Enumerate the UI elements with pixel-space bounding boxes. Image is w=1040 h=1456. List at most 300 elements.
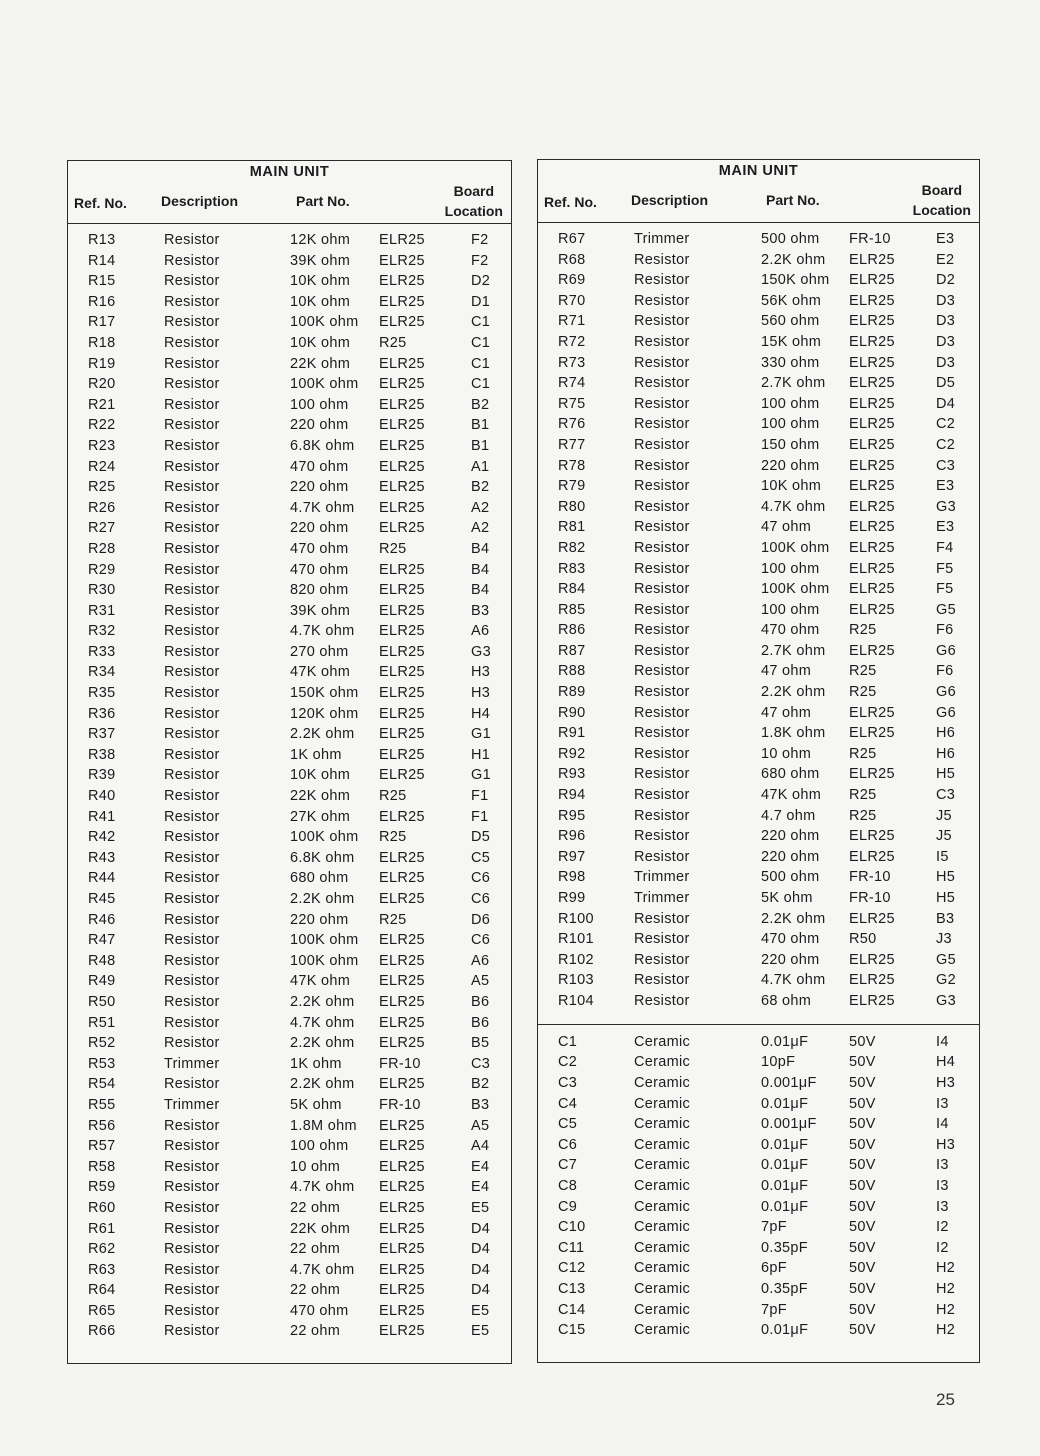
cell-board-location: I5 (936, 848, 949, 865)
table-row (538, 519, 979, 540)
table-row (538, 458, 979, 479)
cell-ref-no: R74 (558, 375, 586, 392)
cell-rating: FR-10 (849, 890, 891, 906)
cell-board-location: H3 (471, 685, 491, 702)
cell-part-no: 2.2K ohm (761, 684, 826, 701)
cell-board-location: G3 (936, 992, 956, 1009)
cell-rating: R50 (849, 931, 877, 948)
cell-rating: 50V (849, 1033, 876, 1050)
cell-description: Resistor (164, 1179, 220, 1196)
cell-part-no: 2.2K ohm (761, 910, 826, 927)
cell-board-location: D4 (936, 395, 956, 412)
cell-ref-no: R99 (558, 890, 586, 906)
table-row (68, 479, 511, 500)
cell-description: Ceramic (634, 1074, 691, 1091)
cell-part-no: 0.35pF (761, 1280, 808, 1297)
table-row (68, 582, 511, 603)
table-row (68, 541, 511, 562)
cell-part-no: 0.001μF (761, 1074, 817, 1091)
table-row (538, 561, 979, 582)
section-divider (538, 1024, 979, 1025)
cell-description: Resistor (164, 232, 220, 248)
cell-description: Resistor (634, 354, 690, 371)
cell-part-no: 1.8M ohm (290, 1117, 357, 1134)
cell-part-no: 680 ohm (761, 766, 820, 783)
cell-part-no: 4.7K ohm (290, 623, 355, 640)
cell-board-location: A2 (471, 499, 490, 516)
cell-description: Resistor (164, 1014, 220, 1031)
cell-part-no: 10 ohm (290, 1158, 341, 1175)
cell-board-location: D3 (936, 313, 956, 330)
cell-ref-no: R48 (88, 952, 116, 969)
cell-board-location: G2 (936, 972, 956, 989)
cell-rating: R25 (849, 807, 877, 824)
cell-board-location: C5 (471, 849, 491, 866)
cell-rating: ELR25 (379, 1199, 425, 1216)
cell-rating: 50V (849, 1054, 876, 1071)
table-row (538, 1137, 979, 1158)
cell-description: Trimmer (634, 869, 690, 886)
header-board-line1: Board (921, 182, 963, 198)
cell-description: Ceramic (634, 1322, 691, 1339)
cell-description: Resistor (634, 931, 690, 948)
cell-description: Resistor (634, 498, 690, 515)
cell-description: Resistor (164, 829, 220, 846)
cell-rating: ELR25 (849, 601, 895, 618)
cell-part-no: 0.01μF (761, 1198, 809, 1215)
cell-description: Resistor (634, 704, 690, 721)
table-row (68, 1118, 511, 1139)
table-row (68, 870, 511, 891)
cell-board-location: H3 (471, 664, 491, 681)
cell-ref-no: R31 (88, 602, 116, 619)
cell-description: Resistor (634, 972, 690, 989)
table-row (538, 231, 979, 252)
cell-ref-no: R63 (88, 1261, 116, 1278)
table-row (68, 1282, 511, 1303)
cell-ref-no: R93 (558, 766, 586, 783)
cell-rating: ELR25 (379, 870, 425, 887)
cell-ref-no: R101 (558, 931, 594, 948)
cell-part-no: 500 ohm (761, 231, 820, 247)
cell-description: Resistor (164, 520, 220, 537)
cell-part-no: 5K ohm (290, 1096, 342, 1113)
cell-rating: R25 (849, 745, 877, 762)
cell-description: Resistor (634, 581, 690, 598)
cell-board-location: D3 (936, 333, 956, 350)
cell-board-location: H3 (936, 1074, 956, 1091)
table-row (68, 520, 511, 541)
cell-description: Resistor (164, 911, 220, 928)
cell-rating: 50V (849, 1239, 876, 1256)
cell-ref-no: R56 (88, 1117, 116, 1134)
cell-part-no: 10pF (761, 1054, 796, 1071)
cell-description: Resistor (164, 726, 220, 743)
table-row (68, 1179, 511, 1200)
table-row (538, 1034, 979, 1055)
cell-description: Ceramic (634, 1054, 691, 1071)
cell-ref-no: C11 (558, 1239, 585, 1256)
cell-description: Trimmer (164, 1055, 220, 1072)
cell-board-location: I2 (936, 1219, 949, 1236)
cell-rating: ELR25 (379, 1323, 425, 1340)
cell-rating: ELR25 (379, 664, 425, 681)
cell-rating: ELR25 (379, 808, 425, 825)
cell-rating: R25 (379, 540, 407, 557)
cell-part-no: 2.7K ohm (761, 642, 826, 659)
cell-description: Resistor (164, 540, 220, 557)
cell-board-location: B4 (471, 561, 490, 578)
cell-ref-no: R45 (88, 891, 116, 907)
table-row (538, 1260, 979, 1281)
cell-ref-no: R62 (88, 1241, 116, 1258)
cell-part-no: 1.8K ohm (761, 725, 826, 742)
table-row (68, 829, 511, 850)
cell-rating: ELR25 (849, 395, 895, 412)
cell-part-no: 470 ohm (761, 931, 820, 948)
cell-board-location: I2 (936, 1239, 949, 1256)
table-row (538, 787, 979, 808)
cell-part-no: 47K ohm (761, 787, 822, 804)
cell-board-location: G3 (936, 498, 956, 515)
table-row (68, 273, 511, 294)
cell-rating: ELR25 (379, 685, 425, 702)
cell-rating: ELR25 (379, 458, 425, 475)
cell-part-no: 39K ohm (290, 602, 351, 619)
cell-board-location: I3 (936, 1177, 949, 1194)
cell-ref-no: R81 (558, 519, 586, 536)
table-row (538, 972, 979, 993)
cell-board-location: C1 (471, 376, 491, 393)
cell-description: Resistor (634, 951, 690, 968)
cell-description: Resistor (164, 458, 220, 475)
cell-part-no: 470 ohm (290, 1302, 349, 1319)
cell-board-location: E5 (471, 1302, 490, 1319)
cell-ref-no: R66 (88, 1323, 116, 1340)
cell-ref-no: R33 (88, 643, 116, 660)
cell-ref-no: R27 (88, 520, 116, 537)
table-row (68, 253, 511, 274)
cell-part-no: 0.01μF (761, 1033, 809, 1050)
cell-description: Resistor (164, 293, 220, 310)
cell-description: Ceramic (634, 1280, 691, 1297)
table-row (538, 725, 979, 746)
table-row (538, 396, 979, 417)
header-board-line1: Board (453, 183, 495, 199)
cell-board-location: E2 (936, 251, 955, 268)
cell-rating: ELR25 (849, 581, 895, 598)
cell-part-no: 100 ohm (761, 395, 820, 412)
cell-ref-no: R30 (88, 582, 116, 599)
cell-description: Resistor (634, 560, 690, 577)
cell-rating: ELR25 (379, 1035, 425, 1052)
cell-board-location: C2 (936, 436, 956, 453)
cell-description: Resistor (634, 375, 690, 392)
cell-board-location: C3 (471, 1055, 491, 1072)
table-row (538, 478, 979, 499)
header-board-location (913, 180, 971, 220)
cell-board-location: D4 (471, 1241, 491, 1258)
cell-description: Resistor (164, 1282, 220, 1299)
cell-rating: ELR25 (849, 519, 895, 536)
cell-part-no: 270 ohm (290, 643, 349, 660)
table-row (538, 849, 979, 870)
cell-ref-no: R21 (88, 396, 116, 413)
cell-ref-no: R58 (88, 1158, 116, 1175)
cell-ref-no: R73 (558, 354, 586, 371)
cell-board-location: B2 (471, 396, 490, 413)
table-row (68, 891, 511, 912)
cell-rating: ELR25 (379, 973, 425, 990)
cell-ref-no: R86 (558, 622, 586, 639)
table-row (538, 1157, 979, 1178)
cell-part-no: 560 ohm (761, 313, 820, 330)
cell-board-location: I3 (936, 1157, 949, 1174)
cell-ref-no: R89 (558, 684, 586, 701)
cell-part-no: 4.7K ohm (290, 1014, 355, 1031)
cell-rating: ELR25 (379, 623, 425, 640)
cell-description: Resistor (164, 1220, 220, 1237)
cell-ref-no: R103 (558, 972, 594, 989)
cell-description: Resistor (164, 355, 220, 372)
cell-part-no: 100 ohm (290, 1138, 349, 1155)
cell-board-location: A1 (471, 458, 490, 475)
cell-rating: ELR25 (379, 355, 425, 372)
cell-rating: 50V (849, 1260, 876, 1277)
cell-ref-no: R97 (558, 848, 586, 865)
cell-rating: ELR25 (379, 561, 425, 578)
cell-ref-no: C8 (558, 1177, 578, 1194)
cell-board-location: C6 (471, 870, 491, 887)
cell-ref-no: R82 (558, 539, 586, 556)
table-row (538, 1281, 979, 1302)
cell-rating: ELR25 (849, 416, 895, 433)
cell-part-no: 22 ohm (290, 1199, 341, 1216)
cell-description: Resistor (634, 745, 690, 762)
cell-part-no: 4.7K ohm (290, 1179, 355, 1196)
cell-description: Resistor (164, 788, 220, 805)
cell-rating: 50V (849, 1322, 876, 1339)
cell-description: Ceramic (634, 1136, 691, 1153)
table-row (538, 1240, 979, 1261)
table-row (68, 500, 511, 521)
cell-part-no: 100K ohm (290, 829, 359, 846)
table-row (68, 747, 511, 768)
cell-part-no: 470 ohm (761, 622, 820, 639)
cell-ref-no: R37 (88, 726, 116, 743)
cell-ref-no: C14 (558, 1301, 586, 1318)
cell-ref-no: R28 (88, 540, 116, 557)
cell-ref-no: R88 (558, 663, 586, 680)
cell-rating: ELR25 (379, 767, 425, 784)
cell-rating: ELR25 (379, 499, 425, 516)
cell-board-location: J5 (936, 807, 952, 824)
cell-description: Resistor (164, 1158, 220, 1175)
cell-part-no: 6pF (761, 1260, 787, 1277)
cell-part-no: 4.7K ohm (761, 498, 826, 515)
cell-rating: ELR25 (379, 1179, 425, 1196)
cell-ref-no: R92 (558, 745, 586, 762)
cell-part-no: 220 ohm (761, 848, 820, 865)
cell-board-location: F6 (936, 663, 954, 680)
table-row (68, 1138, 511, 1159)
cell-ref-no: R13 (88, 232, 116, 248)
cell-board-location: H6 (936, 725, 956, 742)
cell-description: Resistor (634, 416, 690, 433)
cell-rating: 50V (849, 1074, 876, 1091)
cell-board-location: B4 (471, 582, 490, 599)
table-row (68, 809, 511, 830)
table-row (68, 1200, 511, 1221)
cell-board-location: I3 (936, 1095, 949, 1112)
cell-board-location: I3 (936, 1198, 949, 1215)
cell-description: Resistor (634, 313, 690, 330)
cell-ref-no: R18 (88, 334, 116, 351)
cell-description: Resistor (164, 479, 220, 496)
table-row (68, 1221, 511, 1242)
cell-board-location: D1 (471, 293, 491, 310)
cell-board-location: B3 (471, 1096, 490, 1113)
cell-ref-no: R71 (558, 313, 586, 330)
cell-description: Resistor (164, 664, 220, 681)
cell-description: Resistor (164, 1117, 220, 1134)
cell-rating: R25 (849, 663, 877, 680)
cell-part-no: 15K ohm (761, 333, 822, 350)
cell-description: Resistor (634, 807, 690, 824)
table-row (538, 252, 979, 273)
cell-part-no: 22 ohm (290, 1323, 341, 1340)
cell-rating: ELR25 (379, 1282, 425, 1299)
cell-part-no: 47K ohm (290, 664, 351, 681)
cell-description: Resistor (164, 334, 220, 351)
cell-rating: ELR25 (379, 293, 425, 310)
cell-part-no: 22 ohm (290, 1241, 341, 1258)
cell-ref-no: R100 (558, 910, 594, 927)
cell-part-no: 220 ohm (290, 911, 349, 928)
cell-rating: ELR25 (379, 1076, 425, 1093)
cell-board-location: B6 (471, 993, 490, 1010)
cell-part-no: 10K ohm (290, 273, 351, 290)
table-row (538, 622, 979, 643)
cell-rating: ELR25 (379, 932, 425, 949)
cell-ref-no: R68 (558, 251, 586, 268)
header-ref-no: Ref. No. (544, 194, 597, 210)
cell-part-no: 100K ohm (290, 952, 359, 969)
cell-rating: ELR25 (379, 582, 425, 599)
cell-description: Resistor (634, 828, 690, 845)
table-row (68, 562, 511, 583)
cell-part-no: 150 ohm (761, 436, 820, 453)
header-part-no: Part No. (766, 192, 820, 208)
cell-description: Resistor (164, 1199, 220, 1216)
cell-rating: ELR25 (849, 313, 895, 330)
cell-board-location: F2 (471, 232, 489, 248)
cell-ref-no: R36 (88, 705, 116, 722)
cell-rating: 50V (849, 1136, 876, 1153)
cell-ref-no: R39 (88, 767, 116, 784)
cell-description: Resistor (164, 993, 220, 1010)
cell-part-no: 100 ohm (761, 560, 820, 577)
table-row (68, 232, 511, 253)
cell-rating: ELR25 (379, 396, 425, 413)
cell-rating: ELR25 (379, 1117, 425, 1134)
cell-description: Ceramic (634, 1219, 691, 1236)
cell-ref-no: R54 (88, 1076, 116, 1093)
cell-ref-no: R96 (558, 828, 586, 845)
cell-part-no: 2.2K ohm (290, 726, 355, 743)
header-description: Description (631, 192, 709, 208)
cell-part-no: 220 ohm (290, 520, 349, 537)
cell-ref-no: R49 (88, 973, 116, 990)
cell-rating: ELR25 (849, 539, 895, 556)
cell-rating: ELR25 (379, 232, 425, 248)
cell-board-location: G6 (936, 684, 956, 701)
cell-part-no: 1K ohm (290, 1055, 342, 1072)
cell-part-no: 0.01μF (761, 1157, 809, 1174)
cell-part-no: 330 ohm (761, 354, 820, 371)
cell-rating: ELR25 (379, 314, 425, 331)
cell-description: Ceramic (634, 1095, 691, 1112)
cell-part-no: 0.01μF (761, 1177, 809, 1194)
cell-part-no: 2.2K ohm (761, 251, 826, 268)
cell-rating: ELR25 (849, 375, 895, 392)
cell-rating: R25 (379, 911, 407, 928)
cell-rating: ELR25 (379, 1220, 425, 1237)
cell-part-no: 47 ohm (761, 663, 812, 680)
cell-rating: ELR25 (849, 251, 895, 268)
cell-part-no: 100 ohm (761, 601, 820, 618)
cell-board-location: I4 (936, 1033, 949, 1050)
cell-rating: ELR25 (849, 704, 895, 721)
header-board-location (445, 181, 503, 221)
cell-rating: ELR25 (379, 726, 425, 743)
cell-board-location: A4 (471, 1138, 490, 1155)
page-number: 25 (936, 1390, 955, 1409)
capacitor-table-body (538, 1034, 979, 1343)
cell-rating: FR-10 (849, 869, 891, 886)
cell-description: Resistor (164, 1138, 220, 1155)
cell-ref-no: R19 (88, 355, 116, 372)
cell-part-no: 47 ohm (761, 704, 812, 721)
cell-description: Ceramic (634, 1033, 691, 1050)
table-row (68, 767, 511, 788)
cell-ref-no: R102 (558, 951, 594, 968)
cell-description: Resistor (164, 623, 220, 640)
cell-rating: FR-10 (849, 231, 891, 247)
cell-part-no: 68 ohm (761, 992, 812, 1009)
cell-rating: ELR25 (849, 457, 895, 474)
cell-board-location: F4 (936, 539, 954, 556)
cell-part-no: 100 ohm (290, 396, 349, 413)
cell-rating: 50V (849, 1198, 876, 1215)
cell-ref-no: C15 (558, 1322, 586, 1339)
cell-board-location: H5 (936, 869, 956, 886)
table-row (538, 766, 979, 787)
cell-part-no: 680 ohm (290, 870, 349, 887)
cell-ref-no: R15 (88, 273, 116, 290)
table-row (538, 437, 979, 458)
cell-ref-no: C5 (558, 1116, 578, 1133)
cell-board-location: J3 (936, 931, 952, 948)
cell-rating: R25 (379, 334, 407, 351)
table-row (68, 1015, 511, 1036)
cell-part-no: 12K ohm (290, 232, 351, 248)
cell-part-no: 100K ohm (290, 376, 359, 393)
cell-board-location: G1 (471, 767, 491, 784)
cell-part-no: 6.8K ohm (290, 849, 355, 866)
cell-board-location: D3 (936, 354, 956, 371)
cell-board-location: D6 (471, 911, 491, 928)
